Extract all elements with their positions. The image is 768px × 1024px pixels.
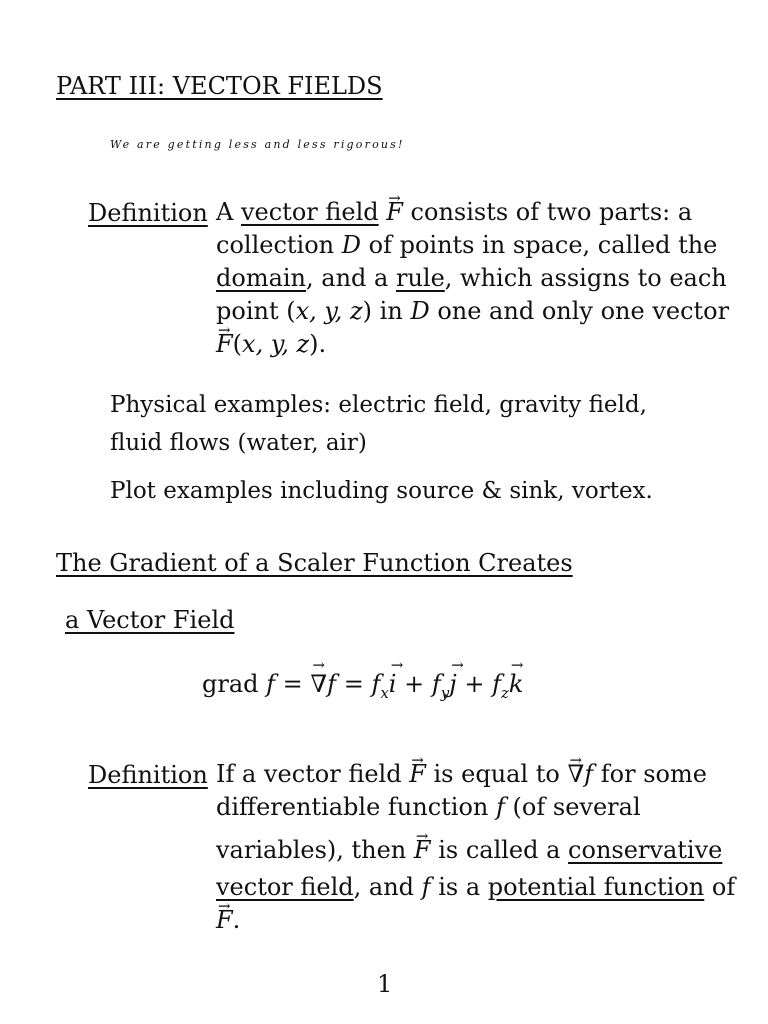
- definition-2-body: [216, 758, 736, 937]
- def2-line-2: [216, 791, 716, 824]
- def1-text: ) in: [362, 297, 411, 325]
- def2-text: If a vector field: [216, 760, 410, 788]
- def2-text: differentiable function: [216, 793, 497, 821]
- gradient-equation: [202, 670, 523, 702]
- eq-equals: =: [275, 670, 311, 698]
- plot-examples: Plot examples including source & sink, vortex.: [110, 478, 653, 504]
- page-title: PART III: VECTOR FIELDS: [56, 72, 383, 100]
- eq-fy: f: [431, 670, 441, 698]
- def2-text: is a: [430, 873, 488, 901]
- nabla-symbol: → ∇: [567, 758, 584, 791]
- eq-nabla: → ∇: [310, 670, 327, 698]
- def2-text: (of several: [504, 793, 641, 821]
- eq-f: f: [266, 670, 276, 698]
- def2-line-4: [216, 871, 736, 904]
- def2-line-3: [216, 834, 723, 867]
- def1-line-3: [216, 262, 727, 295]
- def1-text: ).: [309, 330, 327, 358]
- term-vector-field: vector field: [240, 198, 379, 226]
- def1-text: collection: [216, 231, 342, 259]
- vector-F: → F: [216, 904, 233, 937]
- eq-fx: f: [371, 670, 381, 698]
- eq-vector-j: → j: [449, 670, 456, 698]
- eq-grad: grad: [202, 670, 267, 698]
- vector-F: → F: [414, 834, 431, 867]
- def1-line-5: [216, 328, 716, 361]
- eq-sub-x: x: [380, 683, 389, 702]
- math-D: D: [410, 297, 430, 325]
- physical-examples-line-2: fluid flows (water, air): [110, 430, 367, 456]
- def2-line-5: [216, 904, 716, 937]
- def2-text: variables), then: [216, 836, 414, 864]
- math-D: D: [341, 231, 361, 259]
- def1-text: point (: [216, 297, 296, 325]
- definition-label-1: Definition: [88, 199, 208, 227]
- def2-text: for some: [593, 760, 707, 788]
- gradient-heading-line-2: a Vector Field: [65, 606, 235, 634]
- def1-text: consists of two parts: a: [402, 198, 693, 226]
- def1-text: A: [216, 198, 241, 226]
- def2-text: , and: [353, 873, 422, 901]
- physical-examples-line-1: Physical examples: electric field, gravity field,: [110, 392, 647, 418]
- eq-plus: +: [456, 670, 493, 698]
- gradient-heading-line-1: The Gradient of a Scaler Function Creates: [56, 549, 573, 577]
- term-vector-field: vector field: [216, 873, 354, 901]
- math-f: f: [421, 873, 431, 901]
- math-f: f: [496, 793, 505, 821]
- math-xyz: x, y, z: [295, 297, 363, 325]
- def2-text: is equal to: [425, 760, 568, 788]
- math-xyz: x, y, z: [242, 330, 310, 358]
- eq-vector-i: → i: [389, 670, 397, 698]
- def1-line-4: [216, 295, 730, 328]
- def2-text: .: [232, 906, 241, 934]
- term-domain: domain: [216, 264, 307, 292]
- term-potential-function: potential function: [487, 873, 705, 901]
- vector-F: → F: [409, 758, 426, 791]
- math-f: f: [584, 760, 594, 788]
- definition-1-body: [216, 196, 730, 361]
- term-rule: rule: [395, 264, 445, 292]
- definition-label-2: Definition: [88, 761, 208, 789]
- def2-text: is called a: [430, 836, 569, 864]
- def1-text: (: [232, 330, 243, 358]
- def1-line-2: [216, 229, 716, 262]
- def1-text: of points in space, called the: [361, 231, 718, 259]
- vector-F: → F: [216, 328, 233, 361]
- eq-equals: =: [336, 670, 372, 698]
- def2-line-1: [216, 758, 716, 791]
- term-conservative: conservative: [568, 836, 723, 864]
- def1-line-1: [216, 196, 716, 229]
- def2-text: of: [704, 873, 736, 901]
- def1-text: , which assigns to each: [444, 264, 727, 292]
- def1-text: , and a: [306, 264, 396, 292]
- page-number: 1: [377, 970, 393, 998]
- subtitle: We are getting less and less rigorous!: [110, 138, 405, 151]
- eq-sub-z: z: [500, 683, 509, 702]
- eq-vector-k: → k: [509, 670, 524, 698]
- def1-text: one and only one vector: [429, 297, 730, 325]
- eq-fz: f: [492, 670, 501, 698]
- eq-f: f: [327, 670, 337, 698]
- eq-plus: +: [396, 670, 432, 698]
- vector-F: → F: [386, 196, 403, 229]
- eq-sub-y: y: [440, 683, 450, 702]
